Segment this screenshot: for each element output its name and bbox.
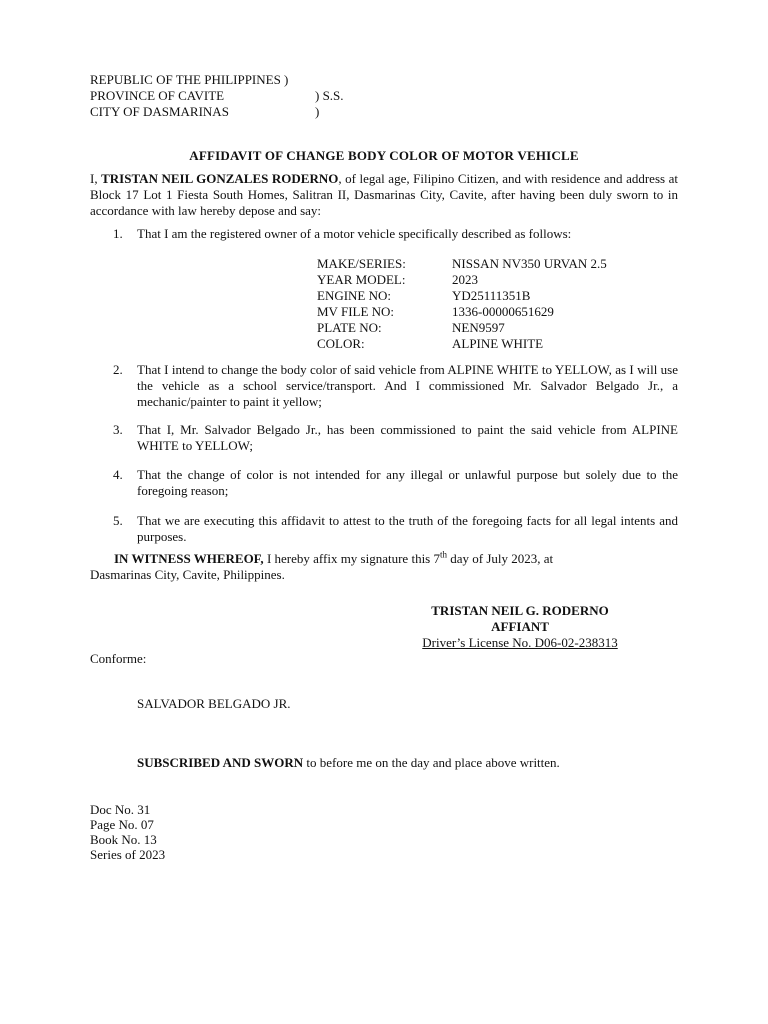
vehicle-value-year: 2023 [452,272,478,287]
witness-place: Dasmarinas City, Cavite, Philippines. [90,567,285,582]
conforme-label: Conforme: [90,651,147,666]
witness-ordinal: th [440,549,448,560]
vehicle-label-plate: PLATE NO: [317,320,382,335]
item-text-5: That we are executing this affidavit to attest to the truth of the foregoing facts for all legal intents and purposes. [137,513,678,544]
venue-line-republic: REPUBLIC OF THE PHILIPPINES ) [90,72,289,87]
item-text-2: That I intend to change the body color of said vehicle from ALPINE WHITE to YELLOW, as I will use the vehicle as a school service/transport. And I commissioned Mr. Salvador Belgado Jr., a mechanic/painter to paint it yellow; [137,362,678,409]
jurat-text: to before me on the day and place above written. [303,755,560,770]
item-number-5: 5. [113,513,123,528]
conforme-name: SALVADOR BELGADO JR. [137,696,291,711]
vehicle-value-color: ALPINE WHITE [452,336,544,351]
vehicle-value-engine: YD25111351B [452,288,531,303]
vehicle-label-color: COLOR: [317,336,365,351]
intro-paragraph [90,171,678,219]
venue-line-city: CITY OF DASMARINAS [90,104,229,119]
item-number-2: 2. [113,362,123,377]
intro-prefix: I, [90,171,102,186]
witness-paragraph [90,551,678,583]
notarial-book-no: Book No. 13 [90,832,157,847]
item-text-4: That the change of color is not intended for any illegal or unlawful purpose but solely due to the foregoing reason; [137,467,678,498]
venue-line-province: PROVINCE OF CAVITE [90,88,225,103]
vehicle-value-mvfile: 1336-00000651629 [452,304,554,319]
witness-text-1: I hereby affix my signature this 7 [263,551,440,566]
vehicle-value-plate: NEN9597 [452,320,505,335]
vehicle-label-make: MAKE/SERIES: [317,256,406,271]
intro-text: , of legal age, Filipino Citizen, and with residence and address at Block 17 Lot 1 Fiesta South Homes, Salitran II, Dasmarinas City, Cavite, after having been duly sworn to in accordance with law hereby depose and say: [90,171,678,218]
notarial-page-no: Page No. 07 [90,817,154,832]
witness-text-2: day of July 2023, at [447,551,554,566]
document-title: AFFIDAVIT OF CHANGE BODY COLOR OF MOTOR VEHICLE [189,148,579,163]
jurat-lead: SUBSCRIBED AND SWORN [137,755,304,770]
vehicle-label-mvfile: MV FILE NO: [317,304,395,319]
item-text-3: That I, Mr. Salvador Belgado Jr., has been commissioned to paint the said vehicle from ALPINE WHITE to YELLOW; [137,422,678,453]
vehicle-label-year: YEAR MODEL: [317,272,406,287]
affiant-full-name: TRISTAN NEIL GONZALES RODERNO [101,171,339,186]
notarial-doc-no: Doc No. 31 [90,802,151,817]
drivers-license-number: Driver’s License No. D06-02-238313 [422,635,618,650]
venue-ss-marker: ) S.S. [315,88,344,103]
affiant-role: AFFIANT [491,619,549,634]
vehicle-label-engine: ENGINE NO: [317,288,392,303]
witness-lead: IN WITNESS WHEREOF, [114,551,264,566]
vehicle-value-make: NISSAN NV350 URVAN 2.5 [452,256,607,271]
affiant-name: TRISTAN NEIL G. RODERNO [431,603,609,618]
jurat-paragraph [137,755,560,771]
item-number-4: 4. [113,467,123,482]
venue-paren: ) [315,104,320,119]
notarial-series: Series of 2023 [90,847,166,862]
item-number-3: 3. [113,422,123,437]
item-text-1: That I am the registered owner of a motor vehicle specifically described as follows: [137,226,572,241]
item-number-1: 1. [113,226,123,241]
